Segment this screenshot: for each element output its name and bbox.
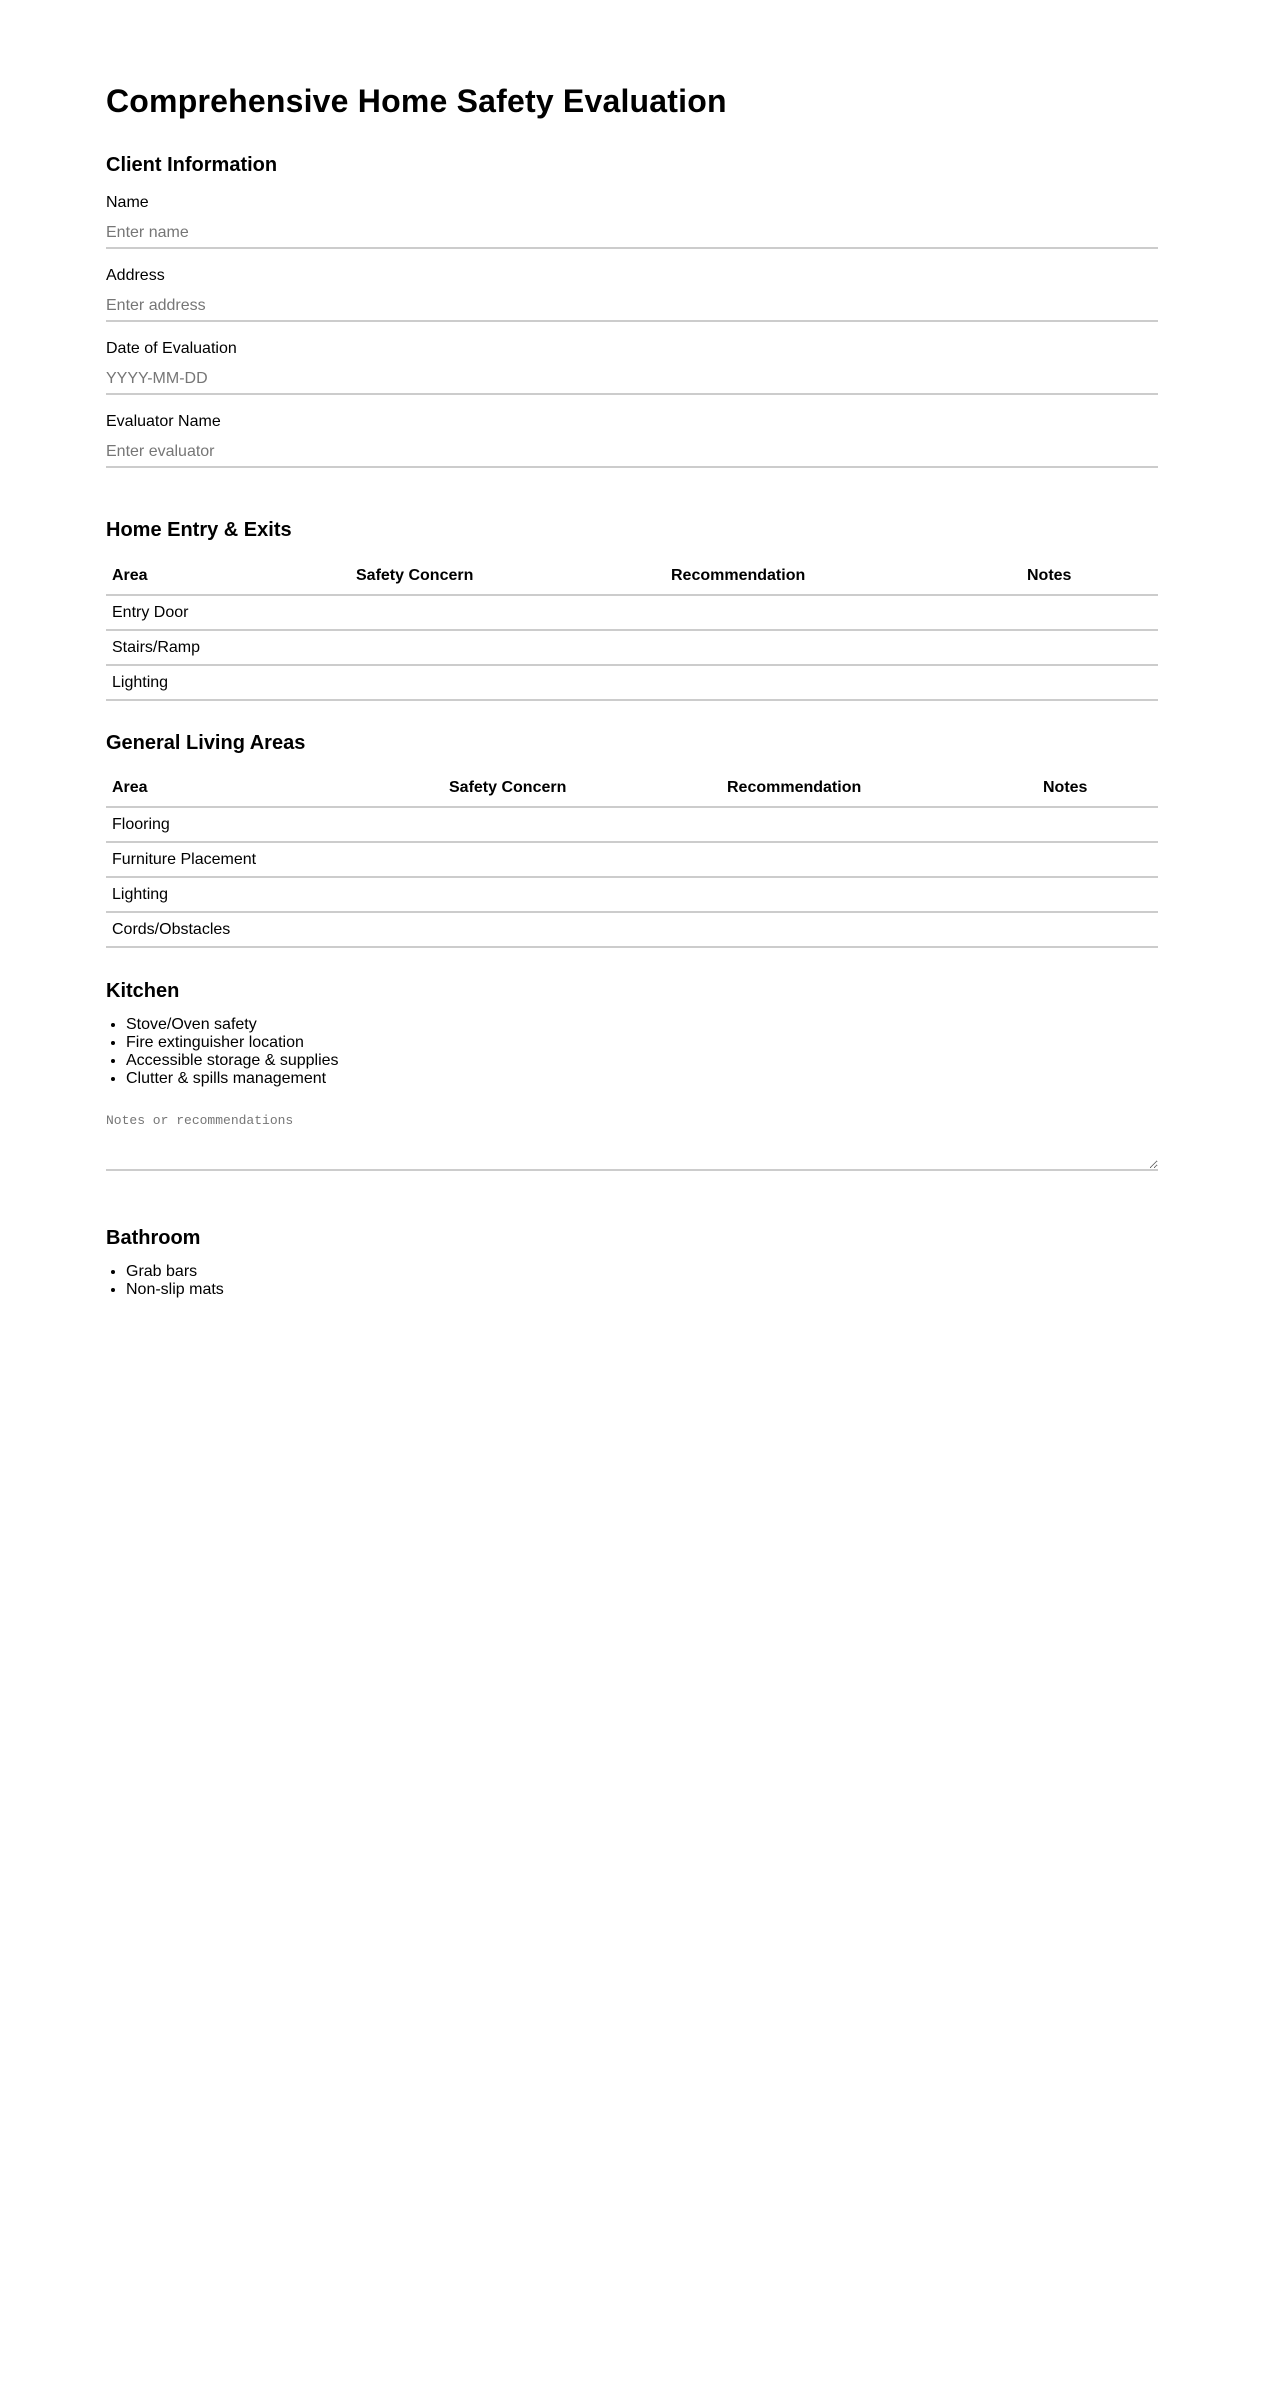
address-input[interactable] (106, 292, 1158, 322)
recommendation-cell[interactable] (721, 842, 1037, 877)
safety-concern-cell[interactable] (350, 595, 665, 630)
safety-concern-cell[interactable] (443, 842, 721, 877)
list-item: • Clutter & spills management (126, 1070, 339, 1088)
recommendation-cell[interactable] (721, 807, 1037, 842)
column-header-recommendation: Recommendation (721, 770, 1037, 807)
area-cell: Cords/Obstacles (106, 912, 443, 947)
column-header-recommendation: Recommendation (665, 558, 1021, 595)
safety-concern-cell[interactable] (443, 807, 721, 842)
name-label: Name (106, 194, 149, 211)
area-cell: Lighting (106, 665, 350, 700)
notes-cell[interactable] (1037, 842, 1158, 877)
living-areas-table (106, 770, 1158, 948)
table-row (106, 665, 1158, 700)
list-item: • Grab bars (126, 1263, 224, 1281)
safety-concern-cell[interactable] (350, 630, 665, 665)
column-header-area: Area (106, 770, 443, 807)
notes-cell[interactable] (1021, 665, 1158, 700)
column-header-notes: Notes (1037, 770, 1158, 807)
section-heading-home-entry-exits: Home Entry & Exits (106, 519, 292, 541)
area-cell: Flooring (106, 807, 443, 842)
date-of-evaluation-label: Date of Evaluation (106, 340, 237, 357)
bathroom-checklist (106, 1263, 224, 1299)
kitchen-checklist (106, 1016, 339, 1088)
name-input[interactable] (106, 219, 1158, 249)
date-of-evaluation-input[interactable] (106, 365, 1158, 395)
list-item: • Accessible storage & supplies (126, 1052, 339, 1070)
column-header-area: Area (106, 558, 350, 595)
safety-concern-cell[interactable] (350, 665, 665, 700)
kitchen-notes-textarea[interactable] (106, 1111, 1158, 1171)
notes-cell[interactable] (1037, 877, 1158, 912)
table-row (106, 630, 1158, 665)
table-row (106, 595, 1158, 630)
section-heading-kitchen: Kitchen (106, 980, 180, 1002)
address-label: Address (106, 267, 165, 284)
recommendation-cell[interactable] (721, 877, 1037, 912)
table-header-row (106, 558, 1158, 595)
area-cell: Furniture Placement (106, 842, 443, 877)
list-item: • Fire extinguisher location (126, 1034, 339, 1052)
safety-concern-cell[interactable] (443, 912, 721, 947)
recommendation-cell[interactable] (665, 630, 1021, 665)
table-row (106, 807, 1158, 842)
notes-cell[interactable] (1037, 807, 1158, 842)
notes-cell[interactable] (1021, 595, 1158, 630)
table-row (106, 912, 1158, 947)
entry-exits-table (106, 558, 1158, 701)
column-header-safety-concern: Safety Concern (443, 770, 721, 807)
section-heading-client-information: Client Information (106, 154, 278, 176)
notes-cell[interactable] (1037, 912, 1158, 947)
table-header-row (106, 770, 1158, 807)
table-row (106, 842, 1158, 877)
safety-concern-cell[interactable] (443, 877, 721, 912)
evaluator-name-input[interactable] (106, 438, 1158, 468)
column-header-safety-concern: Safety Concern (350, 558, 665, 595)
section-heading-bathroom: Bathroom (106, 1227, 201, 1249)
column-header-notes: Notes (1021, 558, 1158, 595)
area-cell: Stairs/Ramp (106, 630, 350, 665)
table-row (106, 877, 1158, 912)
recommendation-cell[interactable] (665, 665, 1021, 700)
list-item: • Stove/Oven safety (126, 1016, 339, 1034)
area-cell: Entry Door (106, 595, 350, 630)
section-heading-general-living-areas: General Living Areas (106, 732, 306, 754)
evaluator-name-label: Evaluator Name (106, 413, 221, 430)
recommendation-cell[interactable] (665, 595, 1021, 630)
recommendation-cell[interactable] (721, 912, 1037, 947)
list-item: • Non-slip mats (126, 1281, 224, 1299)
notes-cell[interactable] (1021, 630, 1158, 665)
area-cell: Lighting (106, 877, 443, 912)
page-title: Comprehensive Home Safety Evaluation (106, 83, 727, 119)
